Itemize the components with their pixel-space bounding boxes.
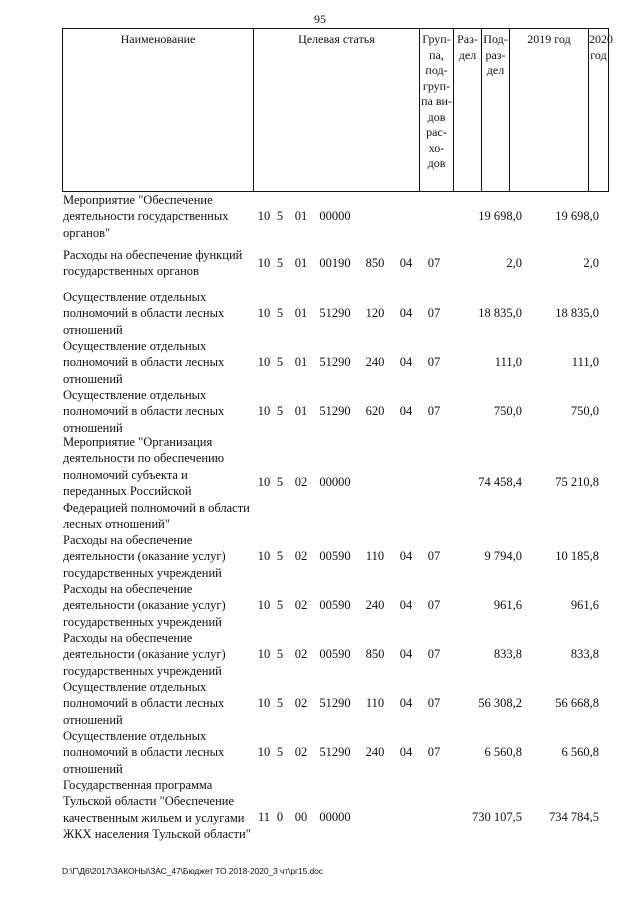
row-code-d: 51290 xyxy=(319,355,351,369)
table-row xyxy=(0,434,640,532)
row-code-b: 0 xyxy=(276,810,284,824)
table-row xyxy=(0,247,640,287)
header-name: Наименование xyxy=(63,29,254,191)
row-code-c: 01 xyxy=(294,209,308,223)
row-code-a: 10 xyxy=(257,209,271,223)
row-group: 120 xyxy=(365,306,385,320)
header-year-2020: 2020 год xyxy=(589,32,613,62)
row-value-2019: 19 698,0 xyxy=(478,209,522,223)
row-code-c: 01 xyxy=(294,256,308,270)
header-subsection: Под- раз- дел xyxy=(482,29,510,191)
row-value-2020: 6 560,8 xyxy=(561,745,599,759)
row-section: 04 xyxy=(399,256,413,270)
row-code-d: 00000 xyxy=(319,810,351,824)
row-value-2020: 10 185,8 xyxy=(555,549,599,563)
table-row xyxy=(0,728,640,777)
row-section: 04 xyxy=(399,549,413,563)
row-value-2019: 750,0 xyxy=(493,404,522,418)
row-code-c: 02 xyxy=(294,647,308,661)
row-group: 240 xyxy=(365,745,385,759)
row-code-d: 00000 xyxy=(319,475,351,489)
row-name: Расходы на обеспечение функций государственных органов xyxy=(63,248,243,279)
row-name: Расходы на обеспечение деятельности (оказание услуг) государственных учреждений xyxy=(63,631,226,678)
row-group: 240 xyxy=(365,355,385,369)
row-code-c: 00 xyxy=(294,810,308,824)
table-row xyxy=(0,777,640,859)
row-value-2019: 833,8 xyxy=(493,647,522,661)
row-value-2020: 19 698,0 xyxy=(555,209,599,223)
row-code-a: 10 xyxy=(257,355,271,369)
row-value-2019: 961,6 xyxy=(493,598,522,612)
table-row xyxy=(0,192,640,241)
row-section: 04 xyxy=(399,355,413,369)
row-subsection: 07 xyxy=(427,404,441,418)
row-value-2020: 734 784,5 xyxy=(549,810,599,824)
row-code-a: 11 xyxy=(257,810,271,824)
row-value-2020: 111,0 xyxy=(571,355,599,369)
row-value-2020: 961,6 xyxy=(570,598,599,612)
table-row xyxy=(0,630,640,679)
row-code-b: 5 xyxy=(276,404,284,418)
row-section: 04 xyxy=(399,696,413,710)
row-subsection: 07 xyxy=(427,355,441,369)
row-name: Расходы на обеспечение деятельности (оказание услуг) государственных учреждений xyxy=(63,533,226,580)
row-code-c: 01 xyxy=(294,355,308,369)
row-section: 04 xyxy=(399,404,413,418)
row-code-b: 5 xyxy=(276,598,284,612)
row-code-b: 5 xyxy=(276,647,284,661)
row-code-c: 02 xyxy=(294,696,308,710)
row-code-a: 10 xyxy=(257,598,271,612)
row-value-2020: 750,0 xyxy=(570,404,599,418)
row-code-a: 10 xyxy=(257,404,271,418)
row-name: Осуществление отдельных полномочий в области лесных отношений xyxy=(63,729,225,776)
row-section: 04 xyxy=(399,745,413,759)
table-row xyxy=(0,581,640,630)
row-value-2019: 56 308,2 xyxy=(478,696,522,710)
row-subsection: 07 xyxy=(427,306,441,320)
row-group: 850 xyxy=(365,256,385,270)
table-header xyxy=(62,28,613,192)
row-code-b: 5 xyxy=(276,306,284,320)
row-name: Осуществление отдельных полномочий в области лесных отношений xyxy=(63,388,225,435)
row-value-2019: 111,0 xyxy=(494,355,522,369)
row-code-a: 10 xyxy=(257,306,271,320)
row-code-d: 00000 xyxy=(319,209,351,223)
table-row xyxy=(0,679,640,728)
row-name: Расходы на обеспечение деятельности (оказание услуг) государственных учреждений xyxy=(63,582,226,629)
header-section: Раз- дел xyxy=(454,29,482,191)
row-name: Государственная программа Тульской области "Обеспечение качественным жильем и услугами ЖКХ населения Тульской области" xyxy=(63,778,251,842)
row-subsection: 07 xyxy=(427,549,441,563)
row-value-2020: 56 668,8 xyxy=(555,696,599,710)
row-value-2019: 730 107,5 xyxy=(472,810,522,824)
row-code-b: 5 xyxy=(276,549,284,563)
row-value-2020: 18 835,0 xyxy=(555,306,599,320)
row-code-a: 10 xyxy=(257,549,271,563)
row-group: 850 xyxy=(365,647,385,661)
row-subsection: 07 xyxy=(427,696,441,710)
row-subsection: 07 xyxy=(427,647,441,661)
row-value-2019: 6 560,8 xyxy=(484,745,522,759)
table-row xyxy=(0,532,640,581)
row-subsection: 07 xyxy=(427,745,441,759)
row-subsection: 07 xyxy=(427,598,441,612)
row-value-2019: 9 794,0 xyxy=(484,549,522,563)
table-row xyxy=(0,338,640,387)
row-code-c: 02 xyxy=(294,598,308,612)
row-group: 110 xyxy=(365,549,385,563)
row-group: 620 xyxy=(365,404,385,418)
row-code-d: 51290 xyxy=(319,696,351,710)
table-row xyxy=(0,387,640,436)
row-code-d: 00590 xyxy=(319,598,351,612)
row-code-a: 10 xyxy=(257,696,271,710)
row-code-c: 02 xyxy=(294,549,308,563)
page-number: 95 xyxy=(314,12,326,26)
row-section: 04 xyxy=(399,306,413,320)
row-code-d: 51290 xyxy=(319,745,351,759)
row-code-c: 01 xyxy=(294,306,308,320)
row-name: Мероприятие "Организация деятельности по обеспечению полномочий субъекта и переданных Российской Федерацией полномочий в области лесных отношений" xyxy=(63,435,250,532)
row-name: Мероприятие "Обеспечение деятельности государственных органов" xyxy=(63,193,229,240)
row-name: Осуществление отдельных полномочий в области лесных отношений xyxy=(63,339,225,386)
row-code-a: 10 xyxy=(257,256,271,270)
row-value-2020: 75 210,8 xyxy=(555,475,599,489)
row-code-a: 10 xyxy=(257,647,271,661)
row-code-b: 5 xyxy=(276,745,284,759)
row-code-a: 10 xyxy=(257,475,271,489)
row-code-d: 00190 xyxy=(319,256,351,270)
row-group: 240 xyxy=(365,598,385,612)
row-code-b: 5 xyxy=(276,696,284,710)
file-path-footer: D:\Г\Д6\2017\ЗАКОНЫ\ЗАС_47\Бюджет ТО 2018-2020_3 чт\рг15.doc xyxy=(62,866,323,876)
row-name: Осуществление отдельных полномочий в области лесных отношений xyxy=(63,680,225,727)
row-code-b: 5 xyxy=(276,256,284,270)
header-year-2019: 2019 год xyxy=(510,29,589,191)
row-code-c: 02 xyxy=(294,745,308,759)
row-code-c: 01 xyxy=(294,404,308,418)
row-group: 110 xyxy=(365,696,385,710)
row-code-c: 02 xyxy=(294,475,308,489)
table-row xyxy=(0,289,640,338)
header-expense-group: Груп- па, под- груп- па ви- дов рас- хо- дов xyxy=(420,29,454,191)
row-value-2019: 2,0 xyxy=(506,256,522,270)
row-code-b: 5 xyxy=(276,475,284,489)
row-code-d: 51290 xyxy=(319,306,351,320)
row-code-d: 51290 xyxy=(319,404,351,418)
row-section: 04 xyxy=(399,598,413,612)
row-value-2019: 18 835,0 xyxy=(478,306,522,320)
row-code-d: 00590 xyxy=(319,549,351,563)
row-name: Осуществление отдельных полномочий в области лесных отношений xyxy=(63,290,225,337)
row-code-b: 5 xyxy=(276,209,284,223)
row-code-a: 10 xyxy=(257,745,271,759)
row-code-d: 00590 xyxy=(319,647,351,661)
row-value-2019: 74 458,4 xyxy=(478,475,522,489)
row-subsection: 07 xyxy=(427,256,441,270)
row-value-2020: 833,8 xyxy=(570,647,599,661)
row-code-b: 5 xyxy=(276,355,284,369)
row-section: 04 xyxy=(399,647,413,661)
row-value-2020: 2,0 xyxy=(583,256,599,270)
header-target-article: Целевая статья xyxy=(254,29,420,191)
